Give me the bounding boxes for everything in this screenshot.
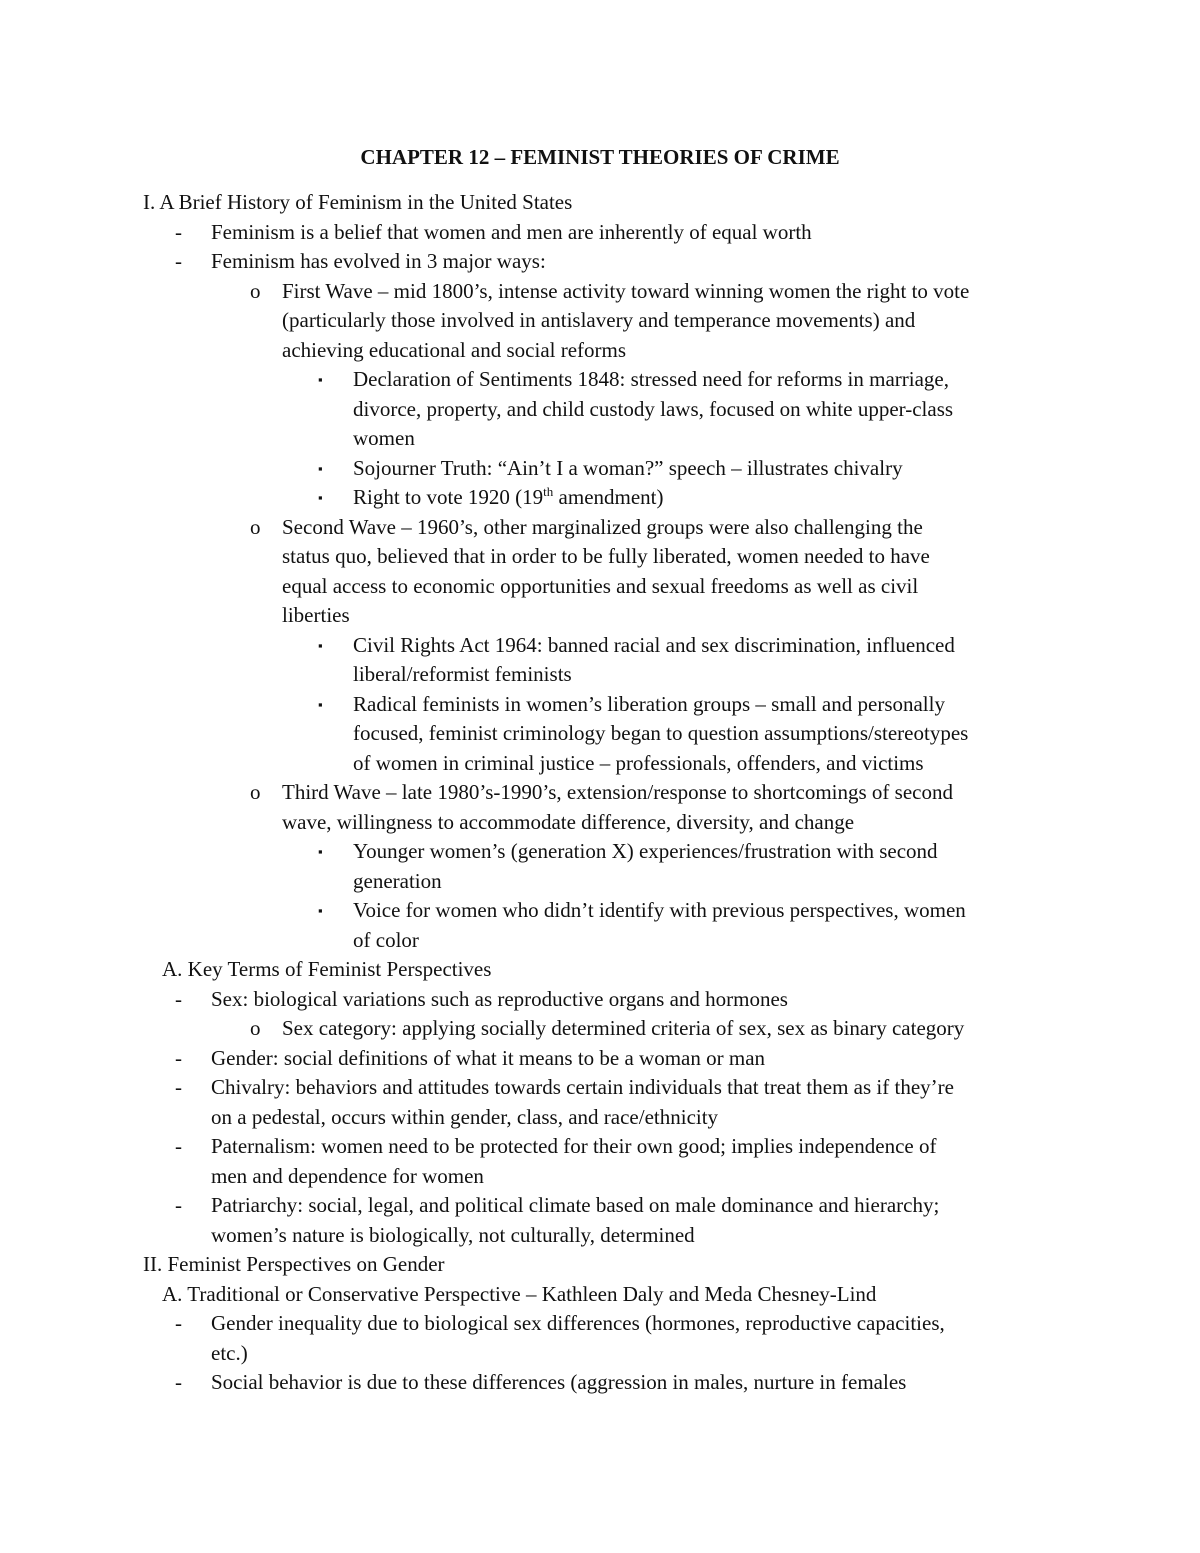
list-item: ▪ Sojourner Truth: “Ain’t I a woman?” speech – illustrates chivalry [0, 454, 1200, 484]
list-item: - Social behavior is due to these differences (aggression in males, nurture in females [0, 1368, 1200, 1398]
outline-body [0, 188, 1200, 1398]
square-bullet: ▪ [318, 460, 323, 476]
list-item-continuation: men and dependence for women [211, 1163, 484, 1188]
dash-bullet: - [175, 1370, 182, 1394]
list-item: o First Wave – mid 1800’s, intense activity toward winning women the right to vote [0, 277, 1200, 307]
subsection-heading: A. Traditional or Conservative Perspective – Kathleen Daly and Meda Chesney-Lind [162, 1281, 877, 1306]
list-item-continuation: of color [353, 927, 419, 952]
list-item: ▪ Radical feminists in women’s liberation groups – small and personally [0, 690, 1200, 720]
square-bullet: ▪ [318, 844, 323, 859]
list-item: o Sex category: applying socially determined criteria of sex, sex as binary category [0, 1014, 1200, 1044]
dash-bullet: - [175, 249, 182, 273]
list-item: - Patriarchy: social, legal, and political climate based on male dominance and hierarchy; [0, 1191, 1200, 1221]
square-bullet: ▪ [318, 637, 323, 653]
list-item-continuation: generation [353, 868, 442, 893]
chapter-title: CHAPTER 12 – FEMINIST THEORIES OF CRIME [360, 145, 840, 169]
list-item: - Gender: social definitions of what it means to be a woman or man [0, 1044, 1200, 1074]
dash-bullet: - [175, 1311, 182, 1335]
dash-bullet: - [175, 219, 182, 244]
circle-bullet: o [250, 1016, 261, 1040]
list-item-continuation: achieving educational and social reforms [282, 337, 627, 362]
list-item: - Feminism is a belief that women and men are inherently of equal worth [0, 218, 1200, 248]
list-item: o Third Wave – late 1980’s-1990’s, extension/response to shortcomings of second [0, 778, 1200, 808]
circle-bullet: o [250, 278, 261, 303]
list-item: ▪ Voice for women who didn’t identify with previous perspectives, women [0, 896, 1200, 926]
list-item-continuation: equal access to economic opportunities and sexual freedoms as well as civil [282, 573, 919, 598]
list-item-continuation: wave, willingness to accommodate difference, diversity, and change [282, 809, 855, 834]
square-bullet: ▪ [318, 903, 323, 918]
list-item: - Feminism has evolved in 3 major ways: [0, 247, 1200, 277]
dash-bullet: - [175, 1134, 182, 1158]
dash-bullet: - [175, 1045, 182, 1070]
list-item: - Sex: biological variations such as reproductive organs and hormones [0, 985, 1200, 1015]
list-item: ▪ Younger women’s (generation X) experiences/frustration with second [0, 837, 1200, 867]
list-item-continuation: status quo, believed that in order to be fully liberated, women needed to have [282, 544, 930, 568]
section-heading: I. A Brief History of Feminism in the United States [143, 190, 573, 214]
list-item-continuation: (particularly those involved in antislavery and temperance movements) and [282, 308, 916, 332]
subsection-heading: A. Key Terms of Feminist Perspectives [162, 957, 492, 981]
list-item: - Chivalry: behaviors and attitudes towards certain individuals that treat them as if they’re [0, 1073, 1200, 1103]
dash-bullet: - [175, 1193, 182, 1217]
list-item-continuation: divorce, property, and child custody laws, focused on white upper-class [353, 396, 954, 421]
list-item-continuation: liberties [282, 603, 350, 627]
square-bullet: ▪ [318, 490, 323, 505]
list-item: ▪ Declaration of Sentiments 1848: stressed need for reforms in marriage, [0, 365, 1200, 395]
list-item-continuation: women’s nature is biologically, not culturally, determined [211, 1222, 695, 1247]
list-item-continuation: etc.) [211, 1340, 248, 1365]
dash-bullet: - [175, 986, 182, 1011]
superscript: th [543, 484, 554, 499]
list-item-continuation: of women in criminal justice – professionals, offenders, and victims [353, 750, 924, 775]
dash-bullet: - [175, 1075, 182, 1099]
list-item-continuation: on a pedestal, occurs within gender, class, and race/ethnicity [211, 1104, 719, 1129]
list-item: - Paternalism: women need to be protected for their own good; implies independence of [0, 1132, 1200, 1162]
square-bullet: ▪ [318, 696, 323, 712]
list-item: ▪ Civil Rights Act 1964: banned racial and sex discrimination, influenced [0, 631, 1200, 661]
list-item: - Gender inequality due to biological sex differences (hormones, reproductive capacities, [0, 1309, 1200, 1339]
list-item: ▪ Right to vote 1920 (19th amendment) [0, 483, 1200, 513]
section-heading: II. Feminist Perspectives on Gender [143, 1252, 445, 1276]
list-item: o Second Wave – 1960’s, other marginalized groups were also challenging the [0, 513, 1200, 543]
circle-bullet: o [250, 780, 261, 804]
list-item-continuation: women [353, 426, 415, 450]
list-item-continuation: focused, feminist criminology began to question assumptions/stereotypes [353, 721, 969, 745]
circle-bullet: o [250, 514, 261, 539]
list-item-continuation: liberal/reformist feminists [353, 662, 572, 686]
square-bullet: ▪ [318, 372, 323, 387]
